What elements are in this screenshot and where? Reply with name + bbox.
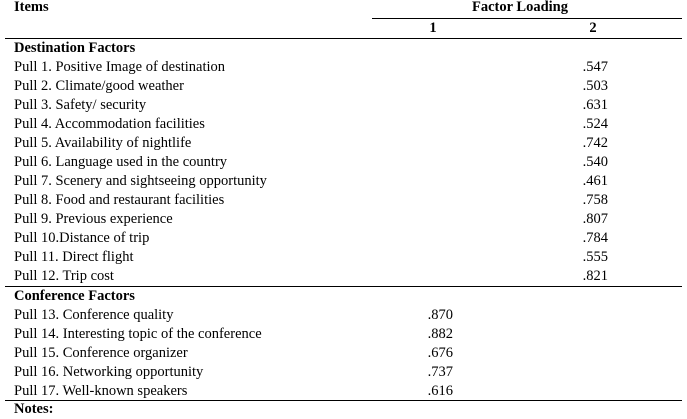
item-label: Pull 16. Networking opportunity bbox=[14, 364, 204, 380]
factor-2-loading: .742 bbox=[582, 135, 608, 151]
table-row bbox=[0, 248, 687, 267]
item-label: Pull 17. Well-known speakers bbox=[14, 383, 188, 399]
table-row bbox=[0, 229, 687, 248]
factor-1-loading: .737 bbox=[427, 364, 453, 380]
column-1-header: 1 bbox=[429, 20, 437, 36]
factor-2-loading: .821 bbox=[582, 268, 608, 284]
table-row bbox=[0, 191, 687, 210]
table-row bbox=[0, 382, 687, 401]
notes-label: Notes: bbox=[14, 401, 54, 417]
item-label: Pull 10.Distance of trip bbox=[14, 230, 150, 246]
notes-rule bbox=[5, 400, 682, 401]
item-label: Pull 5. Availability of nightlife bbox=[14, 135, 192, 151]
table-row bbox=[0, 153, 687, 172]
factor-2-loading: .461 bbox=[582, 173, 608, 189]
item-label: Pull 7. Scenery and sightseeing opportunity bbox=[14, 173, 267, 189]
table-row bbox=[0, 363, 687, 382]
item-label: Pull 12. Trip cost bbox=[14, 268, 114, 284]
factor-1-loading: .676 bbox=[427, 345, 453, 361]
item-label: Pull 8. Food and restaurant facilities bbox=[14, 192, 225, 208]
factor-2-loading: .631 bbox=[582, 97, 608, 113]
factor-2-loading: .547 bbox=[582, 59, 608, 75]
item-label: Pull 15. Conference organizer bbox=[14, 345, 188, 361]
factor-2-loading: .758 bbox=[582, 192, 608, 208]
item-label: Pull 2. Climate/good weather bbox=[14, 78, 184, 94]
item-label: Pull 11. Direct flight bbox=[14, 249, 134, 265]
table-row bbox=[0, 210, 687, 229]
table-row bbox=[0, 267, 687, 286]
table-row bbox=[0, 96, 687, 115]
factor-loading-header: Factor Loading bbox=[472, 0, 568, 15]
item-label: Pull 14. Interesting topic of the conference bbox=[14, 326, 262, 342]
factor-2-loading: .524 bbox=[582, 116, 608, 132]
item-label: Pull 4. Accommodation facilities bbox=[14, 116, 205, 132]
factor-1-loading: .616 bbox=[427, 383, 453, 399]
table-row bbox=[0, 134, 687, 153]
table-row bbox=[0, 344, 687, 363]
factor-2-loading: .503 bbox=[582, 78, 608, 94]
items-header: Items bbox=[14, 0, 49, 15]
item-label: Pull 9. Previous experience bbox=[14, 211, 173, 227]
factor-1-loading: .882 bbox=[427, 326, 453, 342]
item-label: Pull 6. Language used in the country bbox=[14, 154, 228, 170]
item-label: Pull 13. Conference quality bbox=[14, 307, 174, 323]
factor-1-loading: .870 bbox=[427, 307, 453, 323]
factor-2-loading: .784 bbox=[582, 230, 608, 246]
factor-2-loading: .540 bbox=[582, 154, 608, 170]
section-title-conference: Conference Factors bbox=[14, 288, 135, 304]
table-row bbox=[0, 172, 687, 191]
table-row bbox=[0, 306, 687, 325]
table-row bbox=[0, 58, 687, 77]
table-row bbox=[0, 115, 687, 134]
factor-2-loading: .807 bbox=[582, 211, 608, 227]
factor-2-loading: .555 bbox=[582, 249, 608, 265]
item-label: Pull 3. Safety/ security bbox=[14, 97, 147, 113]
table-row bbox=[0, 77, 687, 96]
table-row bbox=[0, 325, 687, 344]
column-2-header: 2 bbox=[589, 20, 597, 36]
item-label: Pull 1. Positive Image of destination bbox=[14, 59, 226, 75]
section-title-destination: Destination Factors bbox=[14, 40, 136, 56]
